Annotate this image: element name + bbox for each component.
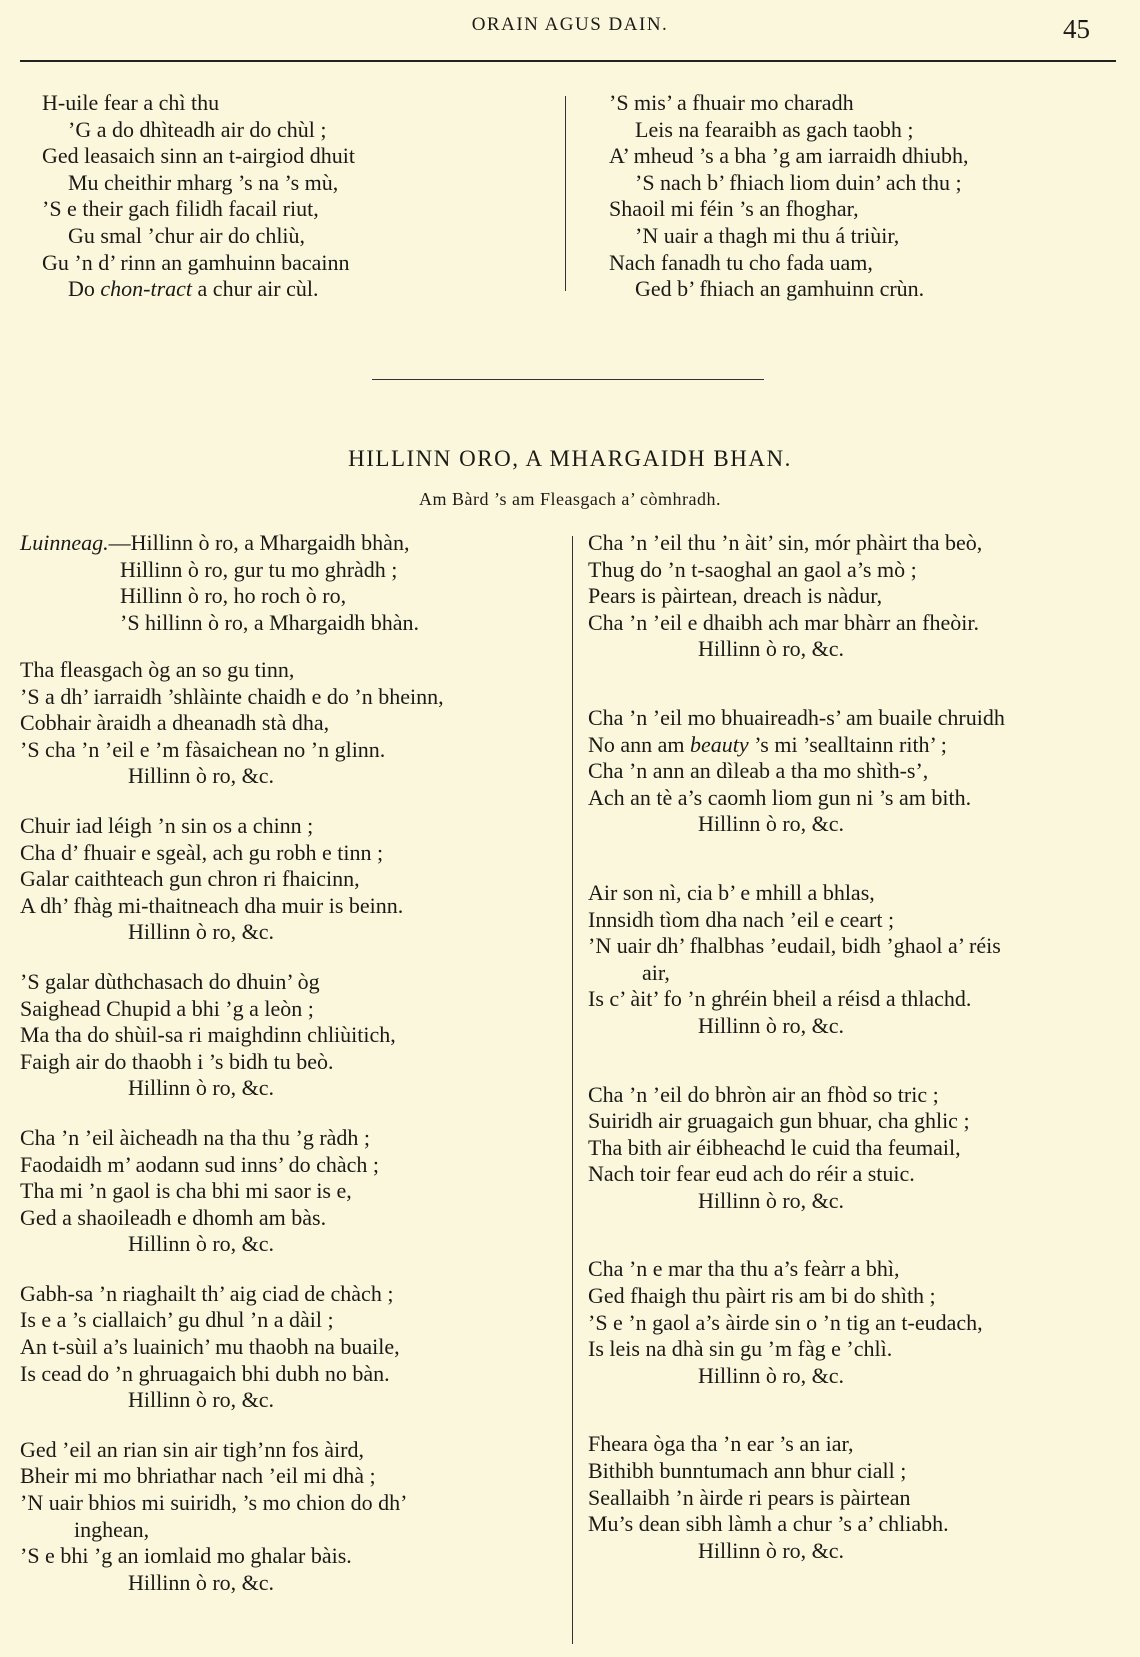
verse-line: Cha ’n ’eil do bhròn air an fhòd so tric ; — [588, 1081, 939, 1107]
verse-line: Is cead do ’n ghruagaich bhi dubh no bàn. — [20, 1360, 390, 1386]
verse-line: Ged fhaigh thu pàirt ris am bi do shìth ; — [588, 1283, 936, 1309]
refrain: Hillinn ò ro, &c. — [698, 811, 845, 837]
chorus-line: Hillinn ò ro, ho roch ò ro, — [120, 583, 347, 609]
verse-line: Cha d’ fhuair e sgeàl, ach gu robh e tinn ; — [20, 839, 384, 865]
verse-text: Do — [68, 276, 101, 302]
verse-line: Thug do ’n t-saoghal an gaol a’s mò ; — [588, 556, 917, 582]
verse-text: a chur air cùl. — [192, 276, 319, 302]
verse-line: ’S mis’ a fhuair mo charadh — [609, 90, 854, 115]
verse-line: Suiridh air gruagaich gun bhuar, cha ghlic ; — [588, 1108, 970, 1134]
verse-line — [42, 276, 355, 303]
top-left-column — [42, 90, 355, 303]
verse-line: Innsidh tìom dha nach ’eil e ceart ; — [588, 906, 895, 932]
verse-line: ’S e ’n gaol a’s àirde sin o ’n tig an t-eudach, — [588, 1309, 983, 1335]
verse-line: ’S cha ’n ’eil e ’m fàsaichean no ’n glinn. — [20, 736, 386, 762]
stanza — [588, 1431, 1128, 1564]
verse-line: Chuir iad léigh ’n sin os a chinn ; — [20, 812, 314, 838]
stanza — [588, 880, 1128, 1040]
verse-line: Cha ’n ann an dìleab a tha mo shìth-s’, — [588, 758, 929, 784]
verse-line: Ged ’eil an rian sin air tigh’nn fos àird, — [20, 1436, 364, 1462]
verse-line: Ach an tè a’s caomh liom gun ni ’s am bith. — [588, 784, 972, 810]
verse-line: Bithibh bunntumach ann bhur ciall ; — [588, 1458, 907, 1484]
verse-line: ’S e their gach filidh facail riut, — [42, 196, 319, 222]
refrain: Hillinn ò ro, &c. — [128, 919, 275, 945]
verse-line: Gu ’n d’ rinn an gamhuinn bacainn — [42, 249, 350, 275]
verse-line: Tha bith air éibheachd le cuid tha feumail, — [588, 1134, 961, 1160]
verse-line: Ma tha do shùil-sa ri maighdinn chliùitich, — [20, 1022, 396, 1048]
verse-line: An t-sùil a’s luainich’ mu thaobh na buaile, — [20, 1334, 400, 1360]
verse-line: Seallaibh ’n àirde ri pears is pàirtean — [588, 1484, 911, 1510]
italic-word: chon-tract — [100, 276, 193, 302]
right-column — [588, 530, 1128, 1606]
verse-line: ’S a dh’ iarraidh ’shlàinte chaidh e do ’n bheinn, — [20, 683, 444, 709]
verse-line: Gu smal ’chur air do chliù, — [68, 222, 306, 248]
chorus-line: Hillinn ò ro, gur tu mo ghràdh ; — [120, 556, 398, 582]
refrain: Hillinn ò ro, &c. — [698, 1362, 845, 1388]
verse-line: Faodaidh m’ aodann sud inns’ do chàch ; — [20, 1151, 380, 1177]
verse-line: Air son nì, cia b’ e mhill a bhlas, — [588, 879, 875, 905]
top-right-column — [609, 90, 968, 303]
running-head: ORAIN AGUS DAIN. — [471, 14, 669, 35]
left-column — [20, 657, 560, 1619]
verse-line: Is leis na dhà sin gu ’m fàg e ’chlì. — [588, 1336, 893, 1362]
section-rule — [372, 379, 764, 380]
verse-line: Is c’ àit’ fo ’n ghréin bheil a réisd a thlachd. — [588, 986, 972, 1012]
verse-line: Mu cheithir mharg ’s na ’s mù, — [68, 169, 339, 195]
verse-line: ’N uair a thagh mi thu á triùir, — [635, 222, 900, 248]
verse-line: Ged b’ fhiach an gamhuinn crùn. — [635, 276, 925, 302]
verse-text: —Hillinn ò ro, a Mhargaidh bhàn, — [108, 530, 410, 555]
verse-line: Mu’s dean sibh làmh a chur ’s a’ chliabh. — [588, 1511, 949, 1537]
verse-line-continuation: air, — [642, 959, 670, 985]
verse-line-continuation: inghean, — [74, 1516, 150, 1542]
verse-line: Pears is pàirtean, dreach is nàdur, — [588, 583, 883, 609]
verse-line: Fheara òga tha ’n ear ’s an iar, — [588, 1431, 854, 1457]
verse-line: Cha ’n ’eil thu ’n àit’ sin, mór phàirt tha beò, — [588, 530, 983, 555]
stanza — [20, 1125, 560, 1258]
verse-line: Is e a ’s ciallaich’ gu dhul ’n a dàil ; — [20, 1307, 334, 1333]
verse-line: ’S nach b’ fhiach liom duin’ ach thu ; — [635, 169, 962, 195]
verse-line: Ged a shaoileadh e dhomh am bàs. — [20, 1204, 327, 1230]
verse-line: A dh’ fhàg mi-thaitneach dha muir is beinn. — [20, 892, 404, 918]
verse-line: Faigh air do thaobh i ’s bidh tu beò. — [20, 1048, 334, 1074]
stanza — [588, 1256, 1128, 1389]
verse-line: Cha ’n ’eil e dhaibh ach mar bhàrr an fheòir. — [588, 609, 979, 635]
refrain: Hillinn ò ro, &c. — [128, 763, 275, 789]
verse-line: Cha ’n e mar tha thu a’s feàrr a bhì, — [588, 1256, 900, 1282]
stanza — [20, 813, 560, 946]
verse-line: Cha ’n ’eil àicheadh na tha thu ’g ràdh ; — [20, 1124, 371, 1150]
stanza — [20, 969, 560, 1102]
verse-line: Shaoil mi féin ’s an fhoghar, — [609, 196, 859, 222]
verse-line: H-uile fear a chì thu — [42, 90, 220, 115]
verse-line: Nach toir fear eud ach do réir a stuic. — [588, 1161, 915, 1187]
refrain: Hillinn ò ro, &c. — [698, 636, 845, 662]
refrain: Hillinn ò ro, &c. — [698, 1537, 845, 1563]
song-title: HILLINN ORO, A MHARGAIDH BHAN. — [348, 446, 792, 471]
verse-line: Cobhair àraidh a dheanadh stà dha, — [20, 710, 330, 736]
verse-line: Saighead Chupid a bhi ’g a leòn ; — [20, 995, 314, 1021]
stanza — [20, 1281, 560, 1414]
verse-line: Tha mi ’n gaol is cha bhi mi saor is e, — [20, 1178, 352, 1204]
refrain: Hillinn ò ro, &c. — [698, 1012, 845, 1038]
refrain: Hillinn ò ro, &c. — [698, 1187, 845, 1213]
stanza — [588, 705, 1128, 838]
verse-line: ’S e bhi ’g an iomlaid mo ghalar bàis. — [20, 1543, 352, 1569]
column-divider — [572, 536, 573, 1644]
verse-line: Gabh-sa ’n riaghailt th’ aig ciad de chàch ; — [20, 1280, 394, 1306]
verse-line: Cha ’n ’eil mo bhuaireadh-s’ am buaile chruidh — [588, 704, 1005, 730]
chorus-label: Luinneag. — [20, 530, 109, 555]
italic-word: beauty — [690, 731, 749, 757]
refrain: Hillinn ò ro, &c. — [128, 1075, 275, 1101]
verse-line: Leis na fearaibh as gach taobh ; — [635, 116, 914, 142]
verse-text: No ann am — [588, 731, 691, 757]
refrain: Hillinn ò ro, &c. — [128, 1569, 275, 1595]
verse-line: ’S galar dùthchasach do dhuin’ òg — [20, 968, 320, 994]
stanza — [588, 530, 1128, 663]
header-rule — [20, 60, 1116, 62]
refrain: Hillinn ò ro, &c. — [128, 1387, 275, 1413]
verse-line — [588, 732, 1128, 759]
verse-line: Tha fleasgach òg an so gu tinn, — [20, 657, 295, 682]
verse-line: ’N uair dh’ fhalbhas ’eudail, bidh ’ghaol a’ réis — [588, 933, 1001, 959]
verse-line: ’N uair bhios mi suiridh, ’s mo chion do dh’ — [20, 1490, 408, 1516]
verse-line: Galar caithteach gun chron ri fhaicinn, — [20, 866, 360, 892]
page-number: 45 — [1063, 14, 1090, 44]
verse-line: Nach fanadh tu cho fada uam, — [609, 249, 873, 275]
chorus-first-line — [20, 530, 419, 557]
stanza — [588, 1082, 1128, 1215]
verse-line: A’ mheud ’s a bha ’g am iarraidh dhiubh, — [609, 143, 969, 169]
stanza — [20, 657, 560, 790]
column-divider — [565, 96, 566, 291]
song-subtitle: Am Bàrd ’s am Fleasgach a’ còmhradh. — [418, 489, 722, 509]
chorus — [20, 530, 419, 636]
verse-text: ’s mi ’sealltainn rith’ ; — [748, 731, 947, 757]
verse-line: ’G a do dhìteadh air do chùl ; — [68, 116, 327, 142]
chorus-line: ’S hillinn ò ro, a Mhargaidh bhàn. — [120, 609, 419, 635]
verse-line: Ged leasaich sinn an t-airgiod dhuit — [42, 143, 356, 169]
stanza — [20, 1437, 560, 1597]
verse-line: Bheir mi mo bhriathar nach ’eil mi dhà ; — [20, 1463, 376, 1489]
refrain: Hillinn ò ro, &c. — [128, 1231, 275, 1257]
